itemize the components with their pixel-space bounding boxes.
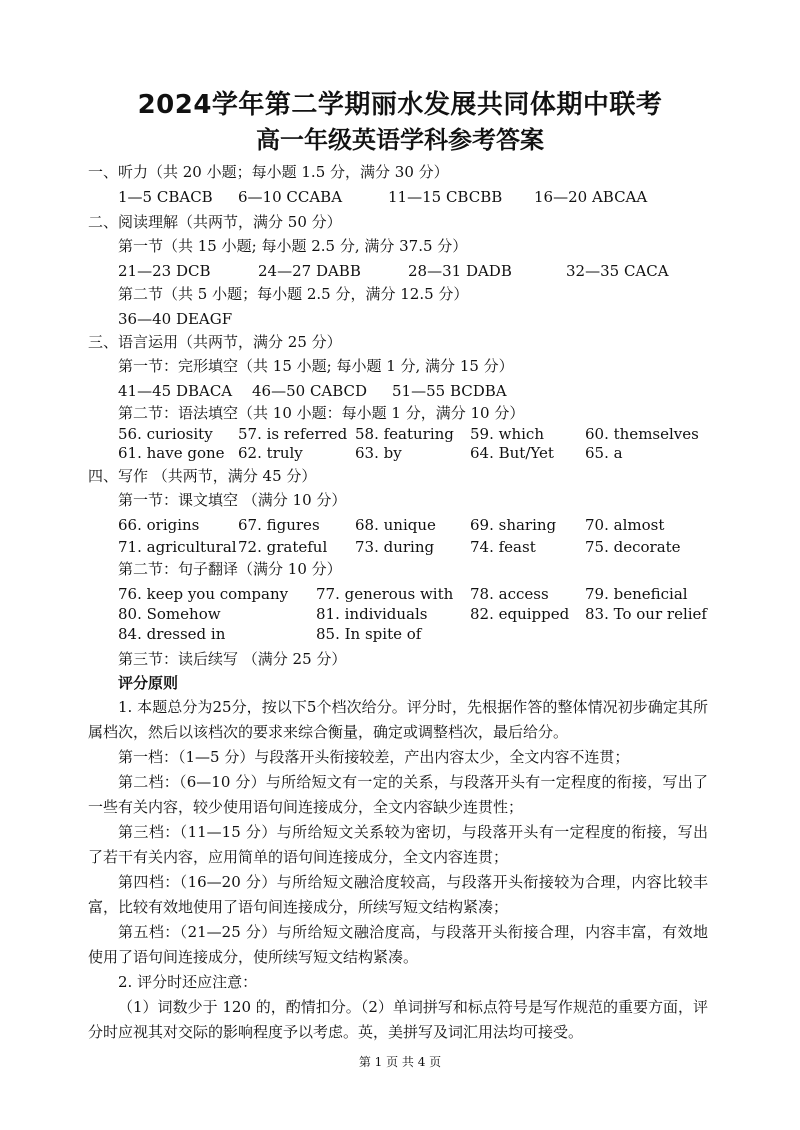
answer-item: 80. Somehow (118, 605, 221, 623)
answer-item: 71. agricultural (118, 538, 237, 556)
section-listening-heading: 一、听力（共 20 小题；每小题 1.5 分，满分 30 分） (88, 163, 449, 181)
answer-item: 61. have gone (118, 444, 225, 462)
exam-subtitle: 高一年级英语学科参考答案 (256, 126, 544, 154)
answer-group: 51—55 BCDBA (392, 382, 507, 400)
exam-title: 2024学年第二学期丽水发展共同体期中联考 (137, 90, 663, 120)
grading-level-1: 第一档：（1—5 分）与段落开头衔接较差，产出内容太少，全文内容不连贯； (118, 748, 630, 766)
answer-group: 46—50 CABCD (252, 382, 368, 400)
answer-group: 32—35 CACA (566, 262, 669, 280)
answer-group: 16—20 ABCAA (534, 188, 648, 206)
translation-heading: 第二节：句子翻译（满分 10 分） (118, 560, 342, 578)
grading-level-2: 第二档：（6—10 分）与所给短文有一定的关系，与段落开头有一定程度的衔接，写出了一些有关内容，较少使用语句间连接成分，全文内容缺少连贯性； (88, 773, 708, 816)
answer-item: 85. In spite of (316, 625, 422, 643)
page-number: 第 1 页 共 4 页 (358, 1055, 442, 1069)
grading-rule-1: 1. 本题总分为25分，按以下5个档次给分。评分时，先根据作答的整体情况初步确定其所属档次，然后以该档次的要求来综合衡量，确定或调整档次，最后给分。 (88, 698, 708, 741)
answer-item: 75. decorate (585, 538, 681, 556)
grading-rule-2: 2. 评分时还应注意： (118, 973, 258, 991)
answer-group: 21—23 DCB (118, 262, 211, 280)
answer-group: 28—31 DADB (408, 262, 512, 280)
answer-item: 57. is referred (238, 425, 348, 443)
answer-item: 65. a (585, 444, 623, 462)
answer-item: 73. during (355, 538, 435, 556)
answer-item: 68. unique (355, 516, 436, 534)
continuation-writing-heading: 第三节：读后续写 （满分 25 分） (118, 650, 347, 668)
text-fill-heading: 第一节：课文填空 （满分 10 分） (118, 491, 347, 509)
answer-item: 60. themselves (585, 425, 699, 443)
answer-item: 74. feast (470, 538, 536, 556)
reading-part1-heading: 第一节（共 15 小题; 每小题 2.5 分, 满分 37.5 分） (118, 237, 468, 255)
cloze-heading: 第一节：完形填空（共 15 小题; 每小题 1 分, 满分 15 分） (118, 357, 514, 375)
answer-item: 81. individuals (316, 605, 428, 623)
answer-item: 79. beneficial (585, 585, 688, 603)
grading-level-4: 第四档：（16—20 分）与所给短文融洽度较高，与段落开头衔接较为合理，内容比较丰富，比较有效地使用了语句间连接成分，所续写短文结构紧凑； (88, 873, 708, 916)
answer-item: 72. grateful (238, 538, 328, 556)
grading-rule-2-detail: （1）词数少于 120 的，酌情扣分。（2）单词拼写和标点符号是写作规范的重要方面，评分时应视其对交际的影响程度予以考虑。英，美拼写及词汇用法均可接受。 (88, 998, 708, 1041)
answer-item: 78. access (470, 585, 549, 603)
grading-level-3: 第三档：（11—15 分）与所给短文关系较为密切，与段落开头有一定程度的衔接，写出了若干有关内容，应用简单的语句间连接成分，全文内容连贯； (88, 823, 708, 866)
answer-item: 58. featuring (355, 425, 454, 443)
answer-group: 41—45 DBACA (118, 382, 233, 400)
answer-item: 82. equipped (470, 605, 570, 623)
answer-item: 83. To our relief (585, 605, 707, 623)
answer-item: 69. sharing (470, 516, 557, 534)
section-writing-heading: 四、写作 （共两节，满分 45 分） (88, 467, 317, 485)
answer-item: 76. keep you company (118, 585, 289, 603)
section-language-heading: 三、语言运用（共两节，满分 25 分） (88, 333, 342, 351)
answer-item: 63. by (355, 444, 402, 462)
answer-group: 11—15 CBCBB (388, 188, 503, 206)
reading-part2-heading: 第二节（共 5 小题；每小题 2.5 分，满分 12.5 分） (118, 285, 469, 303)
answer-group: 6—10 CCABA (238, 188, 343, 206)
answer-item: 62. truly (238, 444, 303, 462)
answer-item: 67. figures (238, 516, 320, 534)
answer-group: 24—27 DABB (258, 262, 361, 280)
answer-item: 77. generous with (316, 585, 454, 603)
grammar-fill-heading: 第二节：语法填空（共 10 小题：每小题 1 分，满分 10 分） (118, 404, 525, 422)
answer-item: 84. dressed in (118, 625, 226, 643)
answer-item: 64. But/Yet (470, 444, 554, 462)
grading-level-5: 第五档：（21—25 分）与所给短文融洽度高，与段落开头衔接合理，内容丰富，有效地使用了语句间连接成分，使所续写短文结构紧凑。 (88, 923, 708, 966)
grading-principles-heading: 评分原则 (118, 674, 179, 692)
answer-group: 36—40 DEAGF (118, 310, 233, 328)
answer-item: 59. which (470, 425, 544, 443)
answer-item: 66. origins (118, 516, 200, 534)
section-reading-heading: 二、阅读理解（共两节，满分 50 分） (88, 213, 342, 231)
answer-item: 56. curiosity (118, 425, 213, 443)
answer-group: 1—5 CBACB (118, 188, 213, 206)
answer-item: 70. almost (585, 516, 665, 534)
